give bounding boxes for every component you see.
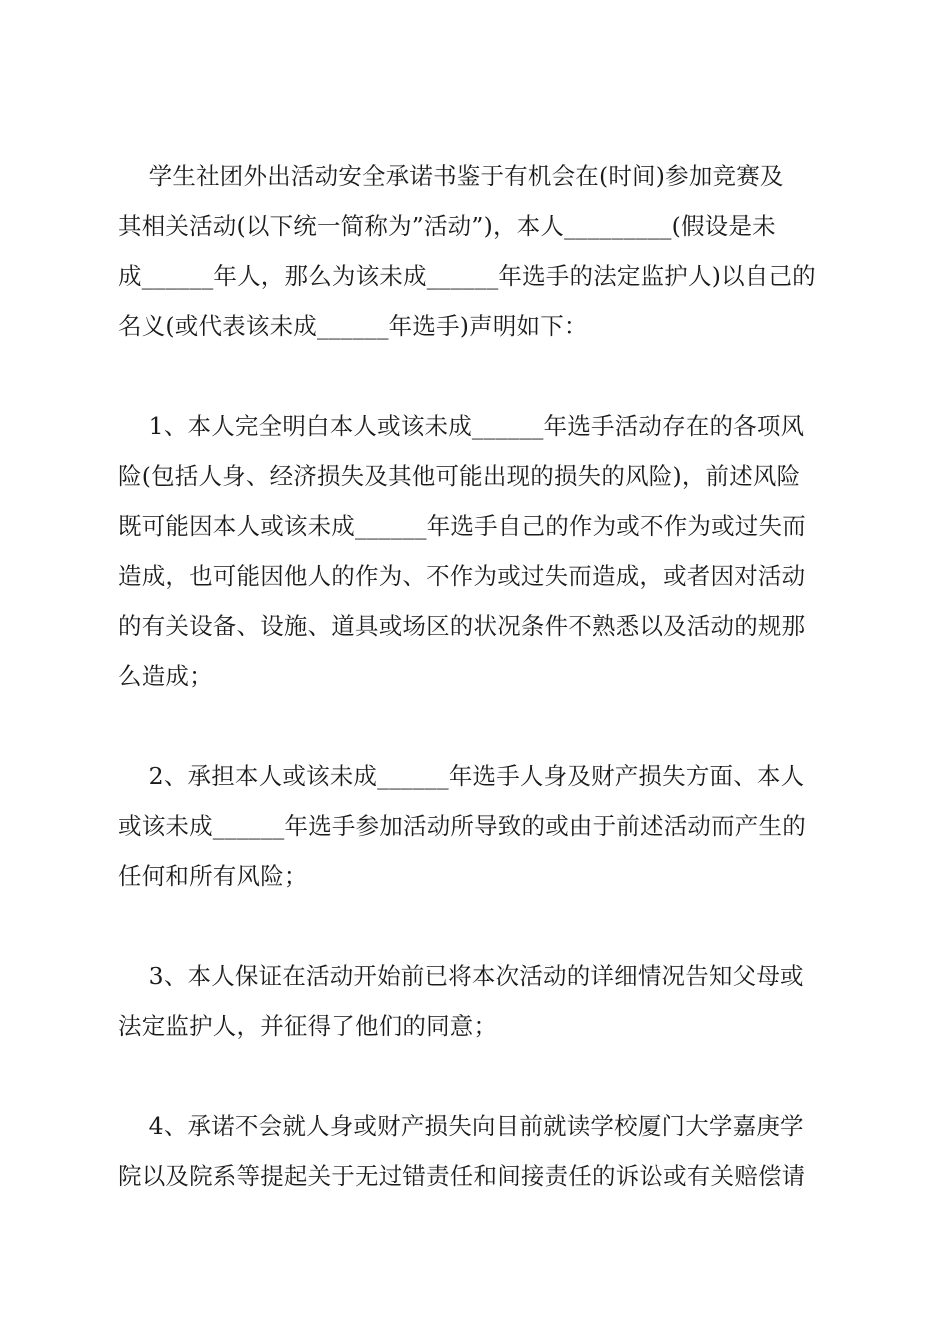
text-line: 名义(或代表该未成______年选手)声明如下： (118, 312, 588, 340)
text-line: 险(包括人身、经济损失及其他可能出现的损失的风险)，前述风险 (118, 462, 801, 490)
text-line: 或该未成______年选手参加活动所导致的或由于前述活动而产生的 (118, 812, 806, 840)
text-line: 2、承担本人或该未成______年选手人身及财产损失方面、本人 (118, 762, 805, 790)
text-line: 成______年人，那么为该未成______年选手的法定监护人)以自己的 (118, 262, 816, 290)
text-line: 么造成； (118, 662, 213, 690)
text-line: 3、本人保证在活动开始前已将本次活动的详细情况告知父母或 (118, 962, 804, 990)
text-line: 既可能因本人或该未成______年选手自己的作为或不作为或过失而 (118, 512, 806, 540)
text-line: 1、本人完全明白本人或该未成______年选手活动存在的各项风 (118, 412, 805, 440)
text-line: 学生社团外出活动安全承诺书鉴于有机会在(时间)参加竞赛及 (118, 162, 784, 190)
text-line: 法定监护人，并征得了他们的同意； (118, 1012, 498, 1040)
text-line: 其相关活动(以下统一简称为”活动”)，本人_________(假设是未 (118, 212, 776, 240)
text-line: 造成，也可能因他人的作为、不作为或过失而造成，或者因对活动 (118, 562, 806, 590)
text-line: 的有关设备、设施、道具或场区的状况条件不熟悉以及活动的规那 (118, 612, 806, 640)
text-line: 4、承诺不会就人身或财产损失向目前就读学校厦门大学嘉庚学 (118, 1112, 804, 1140)
text-line: 院以及院系等提起关于无过错责任和间接责任的诉讼或有关赔偿请 (118, 1162, 806, 1190)
text-line: 任何和所有风险； (118, 862, 308, 890)
